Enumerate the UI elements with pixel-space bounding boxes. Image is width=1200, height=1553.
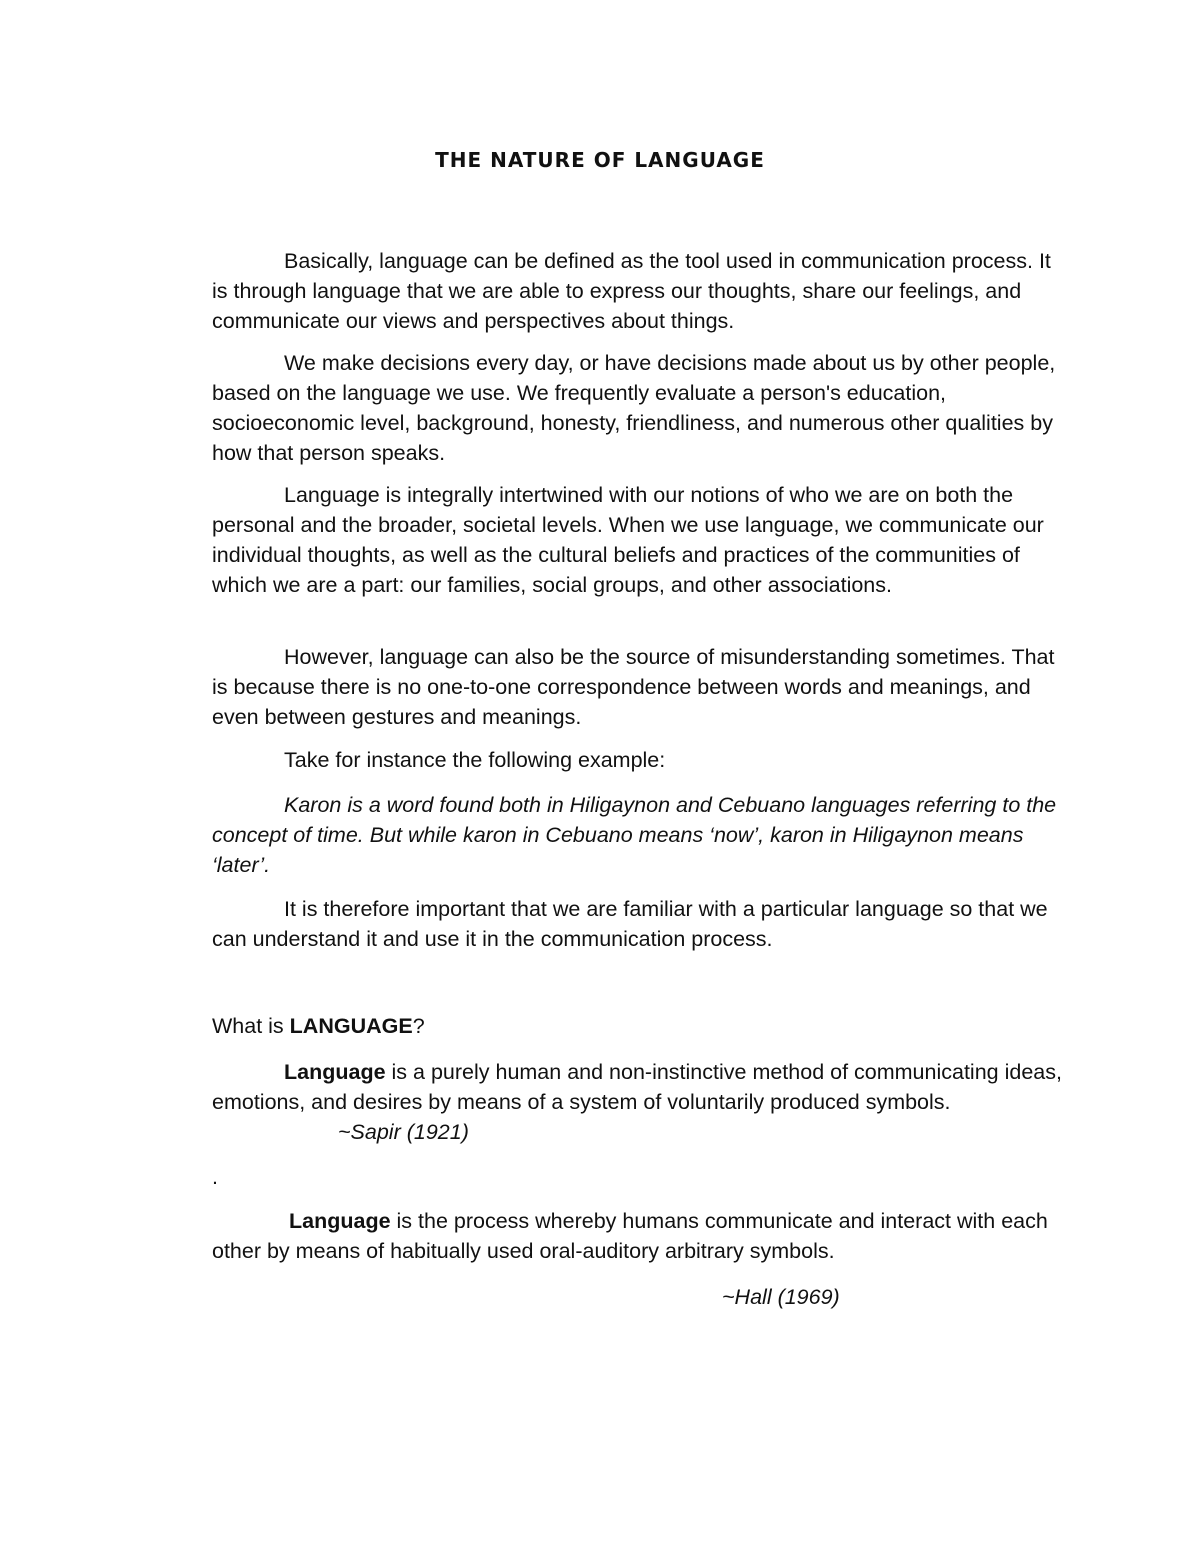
page-title: THE NATURE OF LANGUAGE [435,148,765,172]
paragraph-2 [212,348,1062,468]
definition-hall [212,1206,1062,1266]
paragraph-text: Language is integrally intertwined with our notions of who we are on both the personal and the broader, societal levels. When we use language, we communicate our individual thoughts, as well as the cultural beliefs and practices of the communities of which we are a part: our families, social groups, and other associations. [212,483,1044,597]
question-heading [212,1011,425,1041]
paragraph-1 [212,246,1062,336]
paragraph-3 [212,480,1062,600]
paragraph-text: It is therefore important that we are familiar with a particular language so that we can understand it and use it in the communication process. [212,897,1048,951]
definition-text: is the process whereby humans communicate and interact with each other by means of habitually used oral-auditory arbitrary symbols. [212,1209,1048,1263]
definition-text: is a purely human and non-instinctive method of communicating ideas, emotions, and desires by means of a system of voluntarily produced symbols. [212,1060,1062,1114]
paragraph-4 [212,642,1062,732]
separator-dot: . [212,1165,218,1189]
definition-author-hall: ~Hall (1969) [722,1285,840,1309]
definition-term: Language [289,1209,391,1233]
paragraph-text: However, language can also be the source of misunderstanding sometimes. That is because there is no one-to-one correspondence between words and meanings, and even between gestures and meanings. [212,645,1055,729]
paragraph-text: We make decisions every day, or have decisions made about us by other people, based on the language we use. We frequently evaluate a person's education, socioeconomic level, background, honesty, friendliness, and numerous other qualities by how that person speaks. [212,351,1056,465]
definition-term: Language [284,1060,386,1084]
definition-author: ~Sapir (1921) [338,1120,469,1144]
example-paragraph [212,790,1062,880]
question-suffix: ? [412,1014,425,1038]
definition-sapir [212,1057,1062,1147]
paragraph-text: Take for instance the following example: [284,748,666,772]
question-term: LANGUAGE [289,1014,413,1038]
paragraph-7 [212,894,1062,954]
example-text: Karon is a word found both in Hiligaynon and Cebuano languages referring to the concept of time. But while karon in Cebuano means ‘now’, karon in Hiligaynon means ‘later’. [212,793,1057,877]
paragraph-5 [212,745,1062,775]
question-prefix: What is [212,1014,290,1038]
paragraph-text: Basically, language can be defined as the tool used in communication process. It is through language that we are able to express our thoughts, share our feelings, and communicate our views and perspectives about things. [212,249,1051,333]
